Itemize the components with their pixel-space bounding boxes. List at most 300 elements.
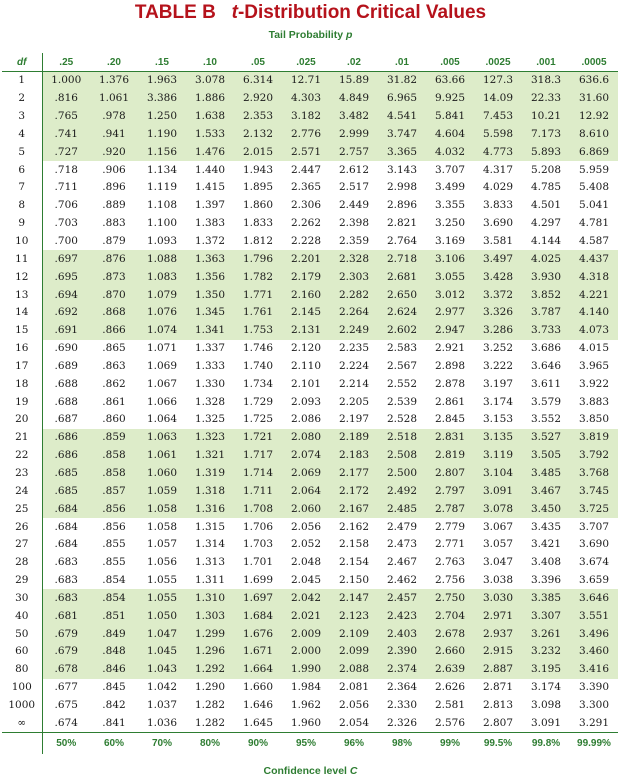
critical-value-cell: 2.042 [282, 589, 330, 607]
critical-value-cell: 3.386 [138, 90, 186, 108]
critical-value-cell: 2.048 [290, 556, 322, 569]
critical-value-cell: 1.325 [194, 413, 226, 426]
critical-value-cell: 2.797 [426, 482, 474, 500]
critical-value-cell: .684 [42, 500, 90, 518]
critical-value-cell: .849 [90, 625, 138, 643]
critical-value-cell: 1.533 [186, 126, 234, 144]
critical-value-cell: 2.678 [426, 625, 474, 643]
critical-value-cell: 10.21 [522, 108, 570, 126]
critical-value-cell: 127.3 [474, 72, 522, 90]
critical-value-cell: .697 [42, 250, 90, 268]
critical-value-cell: 1.684 [234, 607, 282, 625]
critical-value-cell: 1.250 [138, 108, 186, 126]
critical-value-cell: 2.508 [378, 447, 426, 465]
critical-value-cell: 3.365 [378, 143, 426, 161]
table-row [2, 714, 618, 732]
critical-value-cell: 1.071 [146, 342, 178, 355]
critical-value-cell: 1.064 [146, 413, 178, 426]
critical-value-cell: 2.971 [474, 607, 522, 625]
critical-value-cell: 5.841 [426, 108, 474, 126]
df-cell: 3 [2, 108, 42, 126]
critical-value-cell: 1.310 [186, 589, 234, 607]
critical-value-cell: 1.753 [234, 322, 282, 340]
critical-value-cell: 2.947 [426, 322, 474, 340]
critical-value-cell: 1.318 [186, 482, 234, 500]
critical-value-cell: 1.771 [234, 286, 282, 304]
df-cell: 40 [2, 607, 42, 625]
critical-value-cell: 3.197 [482, 377, 514, 390]
critical-value-cell: 2.457 [378, 589, 426, 607]
critical-value-cell: 2.179 [282, 268, 330, 286]
prob-column-header: .20 [90, 53, 138, 72]
critical-value-cell: .684 [54, 520, 78, 533]
critical-value-cell: 1.296 [186, 643, 234, 661]
critical-value-cell: 4.317 [482, 163, 514, 176]
prob-column-header: .02 [330, 53, 378, 72]
critical-value-cell: 3.047 [482, 556, 514, 569]
critical-value-cell: 4.541 [378, 108, 426, 126]
critical-value-cell: 3.725 [570, 500, 618, 518]
critical-value-cell: 2.831 [426, 429, 474, 447]
table-row [2, 625, 618, 643]
confidence-level-cell: 96% [330, 733, 378, 755]
critical-value-cell: 1.721 [234, 429, 282, 447]
critical-value-cell: 3.930 [522, 268, 570, 286]
critical-value-cell: .858 [90, 447, 138, 465]
prob-column-header: .01 [378, 53, 426, 72]
critical-value-cell: 1.330 [194, 377, 226, 390]
df-cell: 29 [2, 572, 42, 590]
critical-value-cell: .896 [102, 181, 126, 194]
critical-value-cell: 1.108 [146, 199, 178, 212]
critical-value-cell: 3.690 [578, 538, 610, 551]
critical-value-cell: 2.887 [474, 661, 522, 679]
df-cell: 1 [2, 72, 42, 90]
df-cell: 24 [2, 482, 42, 500]
df-cell: 23 [2, 465, 42, 483]
critical-value-cell: 1.761 [234, 304, 282, 322]
critical-value-cell: 5.041 [578, 199, 610, 212]
table-row [2, 197, 618, 215]
prob-column-header: .0025 [474, 53, 522, 72]
critical-value-cell: .879 [102, 235, 126, 248]
critical-value-cell: .856 [90, 500, 138, 518]
critical-value-cell: 2.567 [386, 359, 418, 372]
critical-value-cell: 3.482 [330, 108, 378, 126]
critical-value-cell: 2.681 [378, 268, 426, 286]
table-row [2, 161, 618, 179]
critical-value-cell: 2.398 [338, 217, 370, 230]
confidence-level-cell: 80% [186, 733, 234, 755]
critical-value-cell: 15.89 [330, 72, 378, 90]
critical-value-cell: .681 [42, 607, 90, 625]
critical-value-cell: .876 [90, 250, 138, 268]
critical-value-cell: 2.581 [434, 698, 466, 711]
confidence-level-cell: 95% [282, 733, 330, 755]
critical-value-cell: 3.686 [530, 342, 562, 355]
critical-value-cell: 3.098 [530, 698, 562, 711]
critical-value-cell: .941 [90, 126, 138, 144]
critical-value-cell: 4.032 [426, 143, 474, 161]
df-cell: 50 [2, 625, 42, 643]
table-row [2, 72, 618, 90]
critical-value-cell: 1.699 [242, 574, 274, 587]
critical-value-cell: .906 [102, 163, 126, 176]
df-cell: 27 [2, 536, 42, 554]
table-row [2, 465, 618, 483]
critical-value-cell: 2.162 [338, 520, 370, 533]
critical-value-cell: 2.205 [338, 395, 370, 408]
confidence-level-cell: 60% [90, 733, 138, 755]
critical-value-cell: 3.057 [482, 538, 514, 551]
df-cell: 11 [2, 250, 42, 268]
critical-value-cell: .765 [42, 108, 90, 126]
critical-value-cell: 3.067 [482, 520, 514, 533]
critical-value-cell: 1.833 [242, 217, 274, 230]
critical-value-cell: 1.299 [186, 625, 234, 643]
critical-value-cell: 4.015 [578, 342, 610, 355]
critical-value-cell: 3.768 [570, 465, 618, 483]
critical-value-cell: 3.852 [522, 286, 570, 304]
critical-value-cell: 2.390 [378, 643, 426, 661]
table-row [2, 607, 618, 625]
critical-value-cell: 2.123 [330, 607, 378, 625]
table-row [2, 233, 618, 251]
confidence-level-cell: 98% [378, 733, 426, 755]
critical-value-cell: .856 [102, 520, 126, 533]
critical-value-cell: 2.326 [386, 716, 418, 729]
critical-value-cell: 1.055 [146, 574, 178, 587]
critical-value-cell: 1.397 [194, 199, 226, 212]
critical-value-cell: 3.195 [522, 661, 570, 679]
critical-value-cell: 3.135 [474, 429, 522, 447]
critical-value-cell: 1.067 [146, 377, 178, 390]
critical-value-cell: 3.390 [578, 681, 610, 694]
critical-value-cell: 2.449 [338, 199, 370, 212]
critical-value-cell: 2.821 [386, 217, 418, 230]
critical-value-cell: .683 [54, 556, 78, 569]
table-row [2, 500, 618, 518]
critical-value-cell: 2.177 [330, 465, 378, 483]
table-row [2, 268, 618, 286]
table-body [2, 72, 618, 755]
critical-value-cell: 3.078 [186, 72, 234, 90]
critical-value-cell: 2.045 [290, 574, 322, 587]
critical-value-cell: 4.029 [482, 181, 514, 194]
critical-value-cell: 1.372 [194, 235, 226, 248]
critical-value-cell: .858 [90, 465, 138, 483]
critical-value-cell: 3.119 [474, 447, 522, 465]
critical-value-cell: 2.183 [330, 447, 378, 465]
critical-value-cell: .855 [102, 556, 126, 569]
critical-value-cell: 2.660 [426, 643, 474, 661]
critical-value-cell: 1.282 [194, 698, 226, 711]
critical-value-cell: 1.962 [290, 698, 322, 711]
critical-value-cell: 1.341 [186, 322, 234, 340]
critical-value-cell: 1.943 [242, 163, 274, 176]
table-row [2, 393, 618, 411]
critical-value-cell: 3.396 [530, 574, 562, 587]
critical-value-cell: .851 [90, 607, 138, 625]
critical-value-cell: 2.473 [386, 538, 418, 551]
confidence-level-cell: 70% [138, 733, 186, 755]
critical-value-cell: .868 [90, 304, 138, 322]
critical-value-cell: 3.182 [282, 108, 330, 126]
critical-values-table [2, 53, 618, 754]
critical-value-cell: 2.201 [282, 250, 330, 268]
critical-value-cell: 2.756 [434, 574, 466, 587]
critical-value-cell: .845 [102, 681, 126, 694]
critical-value-cell: 1.356 [186, 268, 234, 286]
critical-value-cell: 2.624 [378, 304, 426, 322]
critical-value-cell: 2.626 [434, 681, 466, 694]
critical-value-cell: 3.485 [522, 465, 570, 483]
critical-value-cell: 2.896 [386, 199, 418, 212]
critical-value-cell: 2.779 [434, 520, 466, 533]
prob-column-header: .005 [426, 53, 474, 72]
critical-value-cell: .711 [54, 181, 78, 194]
critical-value-cell: 3.745 [570, 482, 618, 500]
critical-value-cell: 2.528 [386, 413, 418, 426]
critical-value-cell: .678 [42, 661, 90, 679]
critical-value-cell: 2.056 [290, 520, 322, 533]
table-row [2, 643, 618, 661]
critical-value-cell: 1.714 [234, 465, 282, 483]
critical-value-cell: 1.069 [146, 359, 178, 372]
critical-value-cell: 2.750 [426, 589, 474, 607]
critical-value-cell: 3.372 [474, 286, 522, 304]
critical-value-cell: 2.081 [338, 681, 370, 694]
critical-value-cell: 2.807 [482, 716, 514, 729]
critical-value-cell: 1.045 [138, 643, 186, 661]
critical-value-cell: .842 [102, 698, 126, 711]
critical-value-cell: 1.740 [242, 359, 274, 372]
df-cell: 100 [2, 679, 42, 697]
critical-value-cell: 1.292 [186, 661, 234, 679]
critical-value-cell: .677 [54, 681, 78, 694]
critical-value-cell: 1.061 [138, 447, 186, 465]
critical-value-cell: 2.576 [434, 716, 466, 729]
critical-value-cell: 1.383 [194, 217, 226, 230]
critical-value-cell: 2.167 [330, 500, 378, 518]
critical-value-cell: 2.807 [426, 465, 474, 483]
table-row [2, 411, 618, 429]
confidence-level-label [0, 764, 621, 778]
critical-value-cell: 1.282 [194, 716, 226, 729]
critical-value-cell: 3.965 [578, 359, 610, 372]
critical-value-cell: 3.450 [522, 500, 570, 518]
df-cell: 15 [2, 322, 42, 340]
critical-value-cell: .718 [54, 163, 78, 176]
critical-value-cell: 2.937 [474, 625, 522, 643]
critical-value-cell: 2.160 [282, 286, 330, 304]
critical-value-cell: 3.286 [474, 322, 522, 340]
critical-value-cell: 3.326 [474, 304, 522, 322]
critical-value-cell: .866 [90, 322, 138, 340]
critical-value-cell: 1.812 [242, 235, 274, 248]
critical-value-cell: 2.518 [378, 429, 426, 447]
critical-value-cell: .687 [54, 413, 78, 426]
critical-value-cell: 12.71 [282, 72, 330, 90]
critical-value-cell: 1.746 [242, 342, 274, 355]
df-cell: 26 [2, 518, 42, 536]
critical-value-cell: 1.319 [186, 465, 234, 483]
critical-value-cell: 3.291 [578, 716, 610, 729]
critical-value-cell: 2.517 [338, 181, 370, 194]
critical-value-cell: 3.460 [570, 643, 618, 661]
critical-value-cell: .679 [42, 625, 90, 643]
critical-value-cell: 3.467 [522, 482, 570, 500]
critical-value-cell: 2.197 [338, 413, 370, 426]
critical-value-cell: 1.333 [194, 359, 226, 372]
critical-value-cell: .674 [54, 716, 78, 729]
df-cell: 22 [2, 447, 42, 465]
prob-column-header: .15 [138, 53, 186, 72]
critical-value-cell: 1.729 [242, 395, 274, 408]
critical-value-cell: 1.895 [242, 181, 274, 194]
table-row [2, 143, 618, 161]
df-cell: 28 [2, 554, 42, 572]
critical-value-cell: 1.440 [194, 163, 226, 176]
critical-value-cell: 1.056 [146, 556, 178, 569]
critical-value-cell: 3.143 [386, 163, 418, 176]
critical-value-cell: 5.893 [522, 143, 570, 161]
df-cell: 13 [2, 286, 42, 304]
critical-value-cell: 2.915 [474, 643, 522, 661]
df-cell: ∞ [2, 714, 42, 732]
critical-value-cell: 1.042 [146, 681, 178, 694]
critical-value-cell: 5.208 [530, 163, 562, 176]
critical-value-cell: 1.050 [138, 607, 186, 625]
critical-value-cell: 1.303 [186, 607, 234, 625]
critical-value-cell: 2.898 [434, 359, 466, 372]
critical-value-cell: 2.189 [330, 429, 378, 447]
critical-value-cell: .978 [90, 108, 138, 126]
df-cell: 10 [2, 233, 42, 251]
df-cell: 80 [2, 661, 42, 679]
critical-value-cell: 2.306 [290, 199, 322, 212]
critical-value-cell: 14.09 [474, 90, 522, 108]
df-cell: 21 [2, 429, 42, 447]
critical-value-cell: 1.313 [194, 556, 226, 569]
critical-value-cell: .816 [42, 90, 90, 108]
critical-value-cell: 318.3 [522, 72, 570, 90]
critical-value-cell: 1.963 [138, 72, 186, 90]
critical-value-cell: 1.415 [194, 181, 226, 194]
critical-value-cell: 3.833 [482, 199, 514, 212]
critical-value-cell: 2.086 [290, 413, 322, 426]
df-cell: 12 [2, 268, 42, 286]
critical-value-cell: 1.066 [146, 395, 178, 408]
critical-value-cell: 3.421 [530, 538, 562, 551]
critical-value-cell: 2.999 [330, 126, 378, 144]
critical-value-cell: 2.150 [338, 574, 370, 587]
table-row [2, 322, 618, 340]
critical-value-cell: 2.479 [386, 520, 418, 533]
critical-value-cell: 2.571 [282, 143, 330, 161]
critical-value-cell: 3.733 [522, 322, 570, 340]
critical-value-cell: 2.074 [282, 447, 330, 465]
critical-value-cell: 3.497 [474, 250, 522, 268]
critical-value-cell: 2.120 [290, 342, 322, 355]
critical-value-cell: 1.708 [234, 500, 282, 518]
critical-value-cell: 4.587 [578, 235, 610, 248]
critical-value-cell: 2.845 [434, 413, 466, 426]
critical-value-cell: 3.091 [474, 482, 522, 500]
critical-value-cell: 636.6 [570, 72, 618, 90]
critical-value-cell: 1.734 [242, 377, 274, 390]
critical-value-cell: 3.611 [530, 377, 562, 390]
critical-value-cell: 1.000 [42, 72, 90, 90]
critical-value-cell: 3.707 [434, 163, 466, 176]
critical-value-cell: 2.110 [290, 359, 322, 372]
df-cell: 4 [2, 126, 42, 144]
critical-value-cell: 4.144 [530, 235, 562, 248]
critical-value-cell: 4.604 [426, 126, 474, 144]
critical-value-cell: 1.703 [242, 538, 274, 551]
critical-value-cell: .841 [102, 716, 126, 729]
critical-value-cell: 1.057 [146, 538, 178, 551]
critical-value-cell: 2.552 [386, 377, 418, 390]
critical-value-cell: .691 [42, 322, 90, 340]
critical-value-cell: 3.435 [530, 520, 562, 533]
critical-value-cell: 1.671 [234, 643, 282, 661]
critical-value-cell: 2.403 [378, 625, 426, 643]
critical-value-cell: 2.467 [386, 556, 418, 569]
confidence-row-spacer [2, 733, 42, 755]
table-row [2, 375, 618, 393]
critical-value-cell: 1.782 [234, 268, 282, 286]
critical-value-cell: 1.664 [234, 661, 282, 679]
critical-value-cell: 2.447 [290, 163, 322, 176]
df-cell: 2 [2, 90, 42, 108]
critical-value-cell: 3.408 [530, 556, 562, 569]
df-cell: 6 [2, 161, 42, 179]
confidence-level-cell: 99.8% [522, 733, 570, 755]
critical-value-cell: .857 [90, 482, 138, 500]
critical-value-cell: 3.307 [522, 607, 570, 625]
critical-value-cell: 2.718 [378, 250, 426, 268]
critical-value-cell: 1.134 [146, 163, 178, 176]
critical-value-cell: .686 [42, 429, 90, 447]
critical-value-cell: 8.610 [570, 126, 618, 144]
critical-value-cell: .863 [102, 359, 126, 372]
critical-value-cell: 12.92 [570, 108, 618, 126]
df-cell: 5 [2, 143, 42, 161]
critical-value-cell: 1.311 [194, 574, 226, 587]
df-cell: 16 [2, 340, 42, 358]
critical-value-cell: 2.093 [290, 395, 322, 408]
critical-value-cell: 2.015 [234, 143, 282, 161]
df-cell: 25 [2, 500, 42, 518]
critical-value-cell: 2.009 [282, 625, 330, 643]
critical-value-cell: 3.690 [482, 217, 514, 230]
critical-value-cell: 2.099 [330, 643, 378, 661]
critical-value-cell: 3.153 [482, 413, 514, 426]
critical-value-cell: 1.093 [146, 235, 178, 248]
table-row [2, 429, 618, 447]
critical-value-cell: 3.106 [426, 250, 474, 268]
critical-value-cell: 1.037 [146, 698, 178, 711]
critical-value-cell: 1.190 [138, 126, 186, 144]
critical-value-cell: .686 [42, 447, 90, 465]
critical-value-cell: 1.886 [186, 90, 234, 108]
critical-value-cell: .846 [90, 661, 138, 679]
critical-value-cell: 3.581 [482, 235, 514, 248]
critical-value-cell: 2.500 [378, 465, 426, 483]
critical-value-cell: 1.860 [242, 199, 274, 212]
critical-value-cell: .741 [42, 126, 90, 144]
